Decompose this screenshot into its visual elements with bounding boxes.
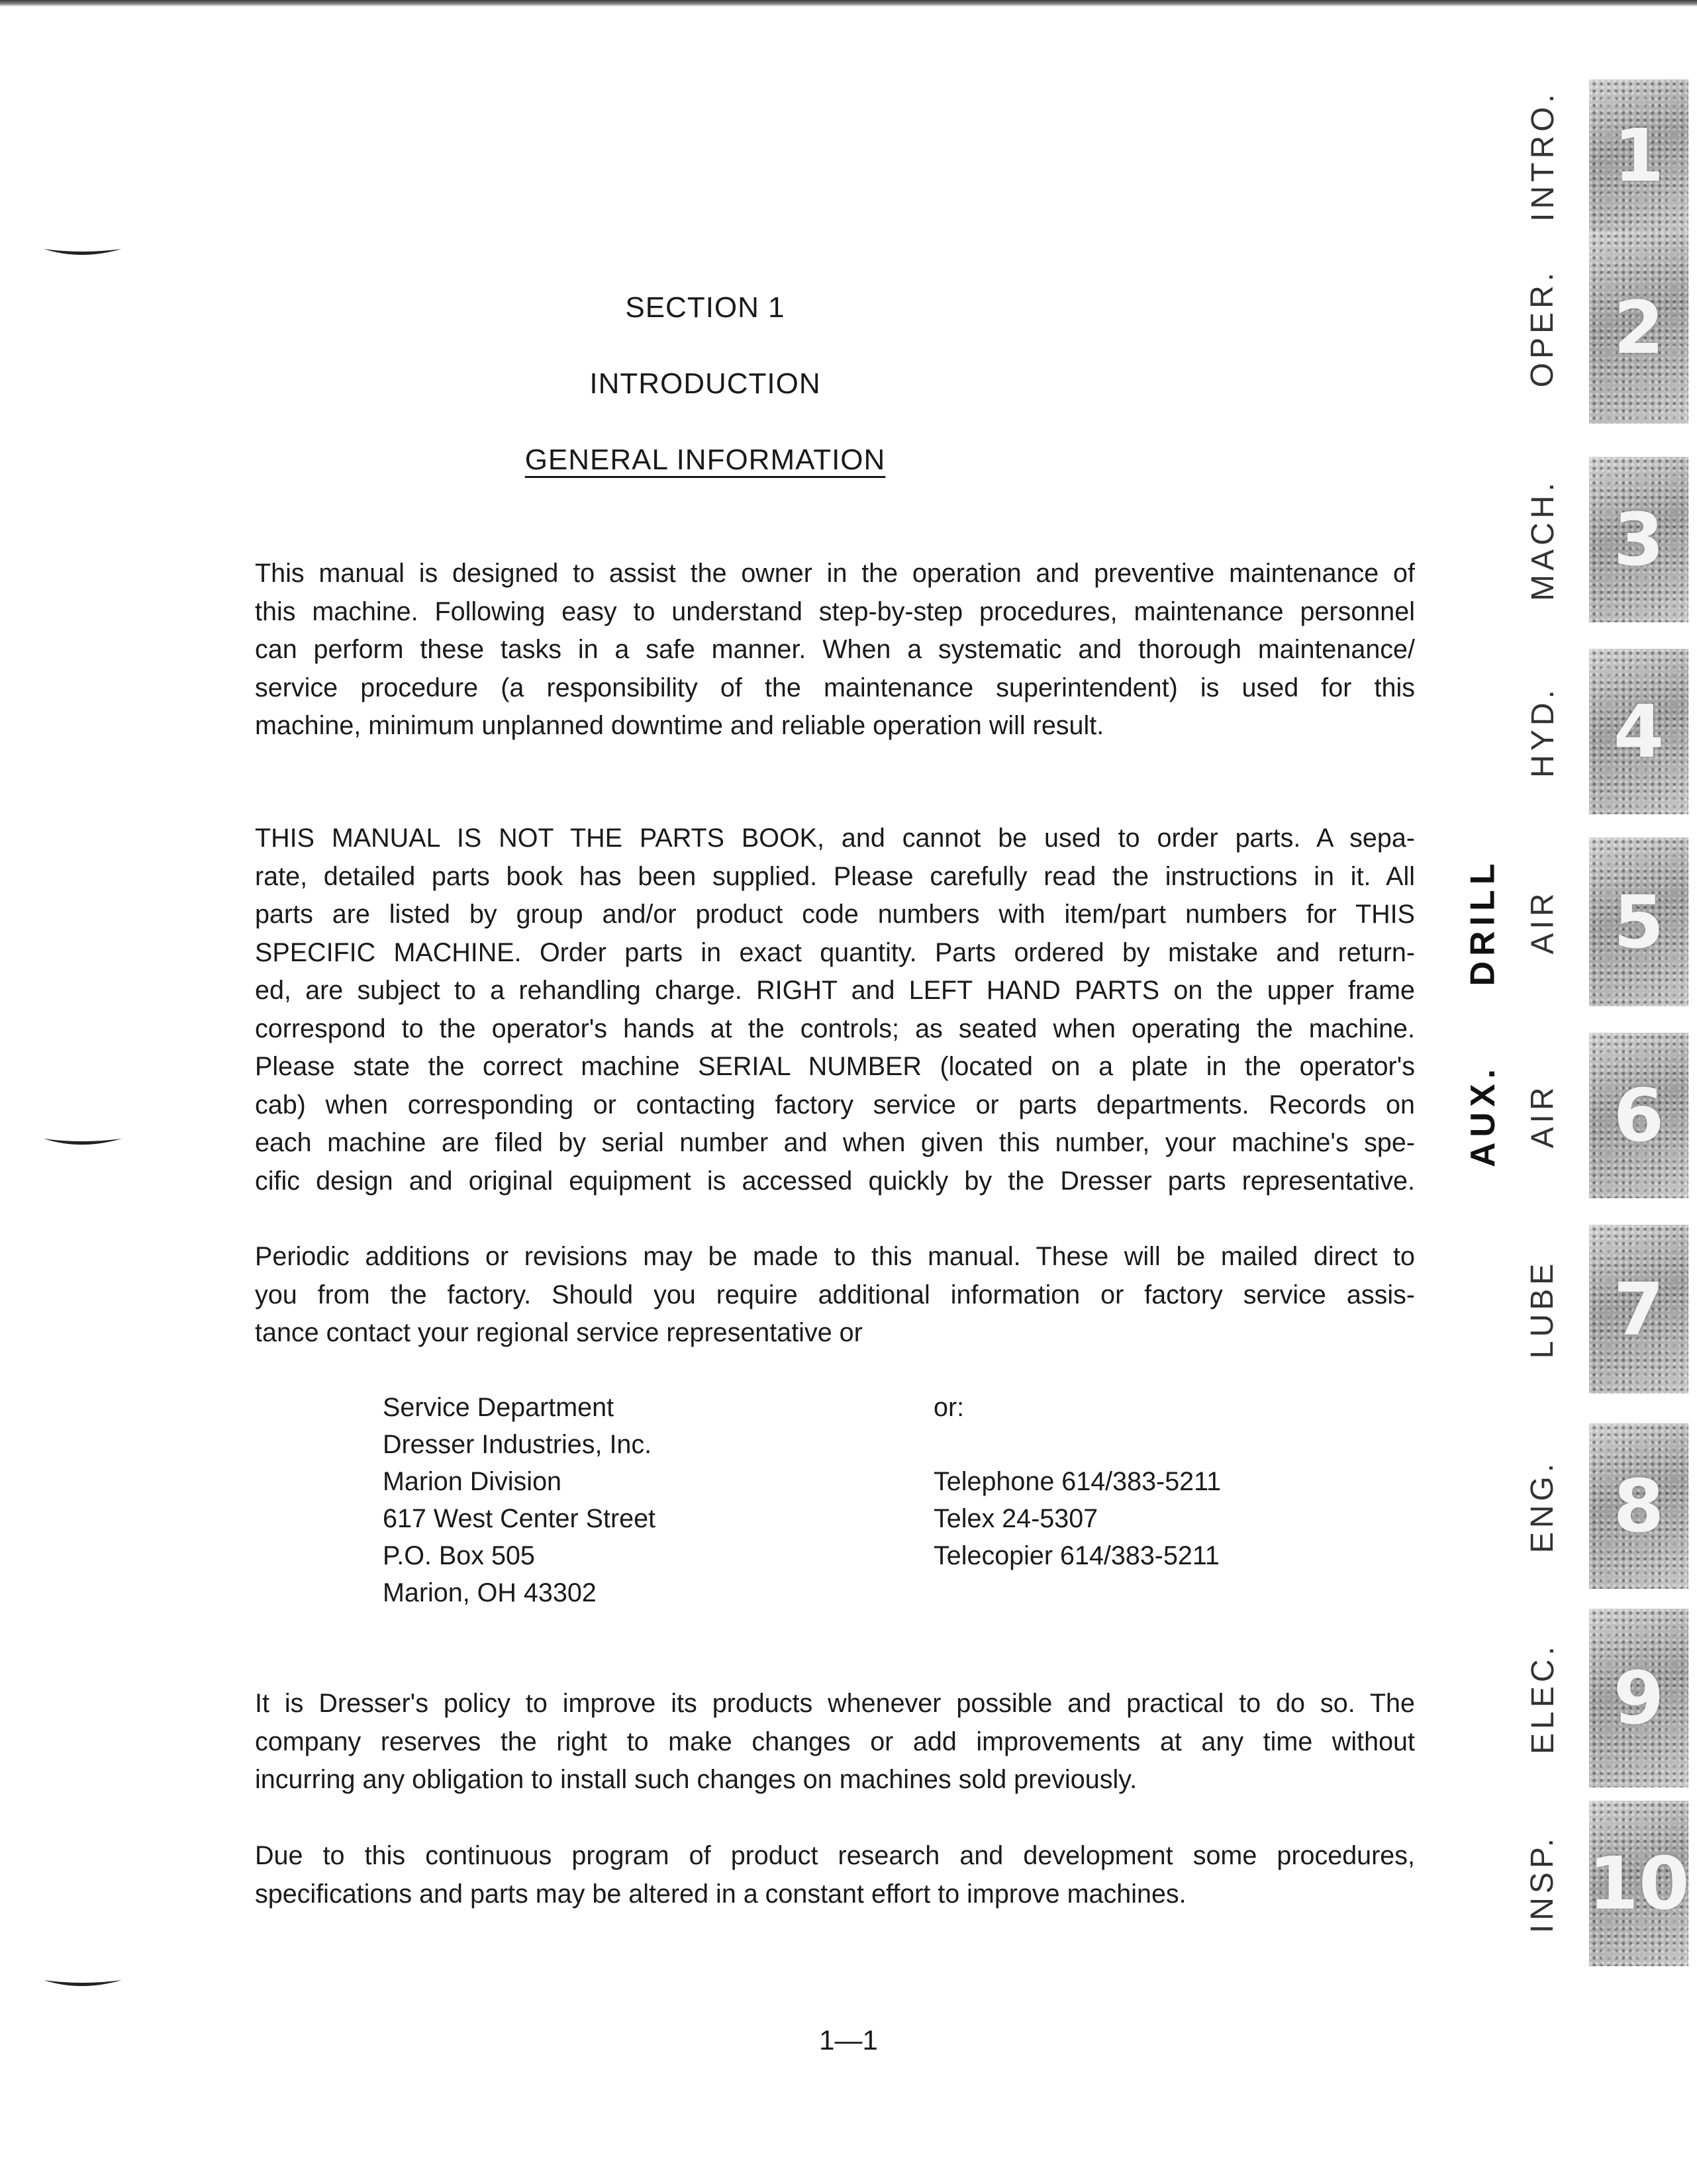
tab-number-block: 10 bbox=[1589, 1801, 1688, 1966]
text-line: tance contact your regional service representative or bbox=[255, 1318, 863, 1347]
tab-label: HYD. bbox=[1525, 685, 1561, 778]
section-number: SECTION 1 bbox=[625, 291, 785, 324]
tab-oper[interactable] bbox=[1516, 232, 1697, 424]
text-line: cab) when corresponding or contacting factory service or parts departments. Records on bbox=[255, 1090, 1415, 1119]
tab-label: ELEC. bbox=[1525, 1642, 1561, 1754]
text-line: can perform these tasks in a safe manner. When a systematic and thorough maintenance/ bbox=[255, 635, 1415, 664]
text-line: you from the factory. Should you require additional information or factory service assis- bbox=[255, 1280, 1415, 1309]
contact-line: Telecopier 614/383-5211 bbox=[934, 1541, 1220, 1570]
text-line: SPECIFIC MACHINE. Order parts in exact quantity. Parts ordered by mistake and return- bbox=[255, 937, 1415, 967]
address-line: 617 West Center Street bbox=[383, 1504, 656, 1533]
tab-label: OPER. bbox=[1525, 268, 1561, 387]
tab-label: ENG. bbox=[1525, 1459, 1561, 1553]
page-number: 1—1 bbox=[819, 2024, 878, 2056]
address-line: Marion Division bbox=[383, 1467, 562, 1496]
tab-label: INTRO. bbox=[1525, 89, 1561, 222]
tab-number-block: 1 bbox=[1589, 79, 1688, 232]
tab-label: INSP. bbox=[1525, 1834, 1561, 1933]
paragraph-revisions bbox=[255, 1238, 1415, 1353]
binder-hole-mark bbox=[41, 244, 124, 261]
tab-number-block: 9 bbox=[1589, 1609, 1688, 1787]
tab-number-block: 7 bbox=[1589, 1225, 1688, 1394]
paragraph-parts-book bbox=[255, 820, 1415, 1200]
page-title: INTRODUCTION bbox=[589, 367, 821, 400]
tab-number-block: 4 bbox=[1589, 649, 1688, 814]
text-line: It is Dresser's policy to improve its products whenever possible and practical to do so. The bbox=[255, 1689, 1415, 1718]
tab-intro[interactable] bbox=[1516, 79, 1697, 232]
paragraph-purpose bbox=[255, 555, 1415, 745]
text-line: service procedure (a responsibility of the maintenance superintendent) is used for this bbox=[255, 673, 1415, 702]
text-line: Periodic additions or revisions may be made to this manual. These will be mailed direct to bbox=[255, 1242, 1415, 1271]
tab-number-block: 5 bbox=[1589, 837, 1688, 1006]
tab-number-block: 8 bbox=[1589, 1423, 1688, 1589]
tab-number-block: 3 bbox=[1589, 457, 1688, 622]
tab-mach[interactable] bbox=[1516, 457, 1697, 622]
tab-label: LUBE bbox=[1525, 1259, 1561, 1359]
text-line: THIS MANUAL IS NOT THE PARTS BOOK, and cannot be used to order parts. A sepa- bbox=[255, 824, 1415, 853]
tab-label: AIR bbox=[1525, 1082, 1561, 1149]
tab-lube[interactable] bbox=[1516, 1225, 1697, 1394]
text-line: specifications and parts may be altered in a constant effort to improve machines. bbox=[255, 1879, 1187, 1909]
text-line: Due to this continuous program of product research and development some procedures, bbox=[255, 1841, 1415, 1870]
tab-elec[interactable] bbox=[1516, 1609, 1697, 1787]
text-line: company reserves the right to make changes or add improvements at any time without bbox=[255, 1727, 1415, 1756]
paragraph-research bbox=[255, 1837, 1415, 1913]
binder-hole-mark bbox=[41, 1133, 124, 1151]
contact-line: Telephone 614/383-5211 bbox=[934, 1467, 1222, 1496]
tab-aux-air[interactable] bbox=[1464, 1033, 1697, 1198]
text-line: each machine are filed by serial number and when given this number, your machine's spe- bbox=[255, 1128, 1415, 1157]
service-contact-numbers bbox=[934, 1389, 1221, 1574]
text-line: This manual is designed to assist the owner in the operation and preventive maintenance of bbox=[255, 559, 1415, 588]
tab-number-block: 6 bbox=[1589, 1033, 1688, 1198]
tab-hyd[interactable] bbox=[1516, 649, 1697, 814]
scan-top-edge bbox=[0, 0, 1697, 7]
text-line: this machine. Following easy to understand step-by-step procedures, maintenance personnel bbox=[255, 596, 1415, 626]
tab-group-label: DRILL bbox=[1464, 857, 1502, 986]
paragraph-policy bbox=[255, 1685, 1415, 1799]
text-line: ed, are subject to a rehandling charge. RIGHT and LEFT HAND PARTS on the upper frame bbox=[255, 976, 1415, 1005]
tab-group-label: AUX. bbox=[1464, 1063, 1502, 1168]
address-line: Service Department bbox=[383, 1393, 614, 1422]
text-line: incurring any obligation to install such changes on machines sold previously. bbox=[255, 1765, 1138, 1794]
service-address bbox=[383, 1389, 655, 1611]
tab-number-block: 2 bbox=[1589, 232, 1688, 424]
tab-drill-air[interactable] bbox=[1464, 837, 1697, 1006]
tab-insp[interactable] bbox=[1516, 1801, 1697, 1966]
address-line: Dresser Industries, Inc. bbox=[383, 1430, 652, 1459]
text-line: cific design and original equipment is accessed quickly by the Dresser parts representative. bbox=[255, 1166, 1415, 1196]
tab-label: MACH. bbox=[1525, 478, 1561, 601]
contact-line: Telex 24-5307 bbox=[934, 1504, 1098, 1533]
text-line: rate, detailed parts book has been supplied. Please carefully read the instructions in it. All bbox=[255, 861, 1415, 891]
text-line: machine, minimum unplanned downtime and reliable operation will result. bbox=[255, 711, 1104, 740]
text-line: Please state the correct machine SERIAL NUMBER (located on a plate in the operator's bbox=[255, 1052, 1415, 1081]
contact-line: or: bbox=[934, 1393, 965, 1422]
tab-label: AIR bbox=[1525, 889, 1561, 955]
address-line: Marion, OH 43302 bbox=[383, 1578, 597, 1607]
address-line: P.O. Box 505 bbox=[383, 1541, 535, 1570]
binder-hole-mark bbox=[41, 1975, 124, 1992]
text-line: correspond to the operator's hands at the controls; as seated when operating the machine. bbox=[255, 1014, 1415, 1043]
subtitle: GENERAL INFORMATION bbox=[524, 444, 886, 476]
tab-eng[interactable] bbox=[1516, 1423, 1697, 1589]
contact-line bbox=[934, 1426, 1221, 1463]
text-line: parts are listed by group and/or product code numbers with item/part numbers for THIS bbox=[255, 900, 1415, 929]
